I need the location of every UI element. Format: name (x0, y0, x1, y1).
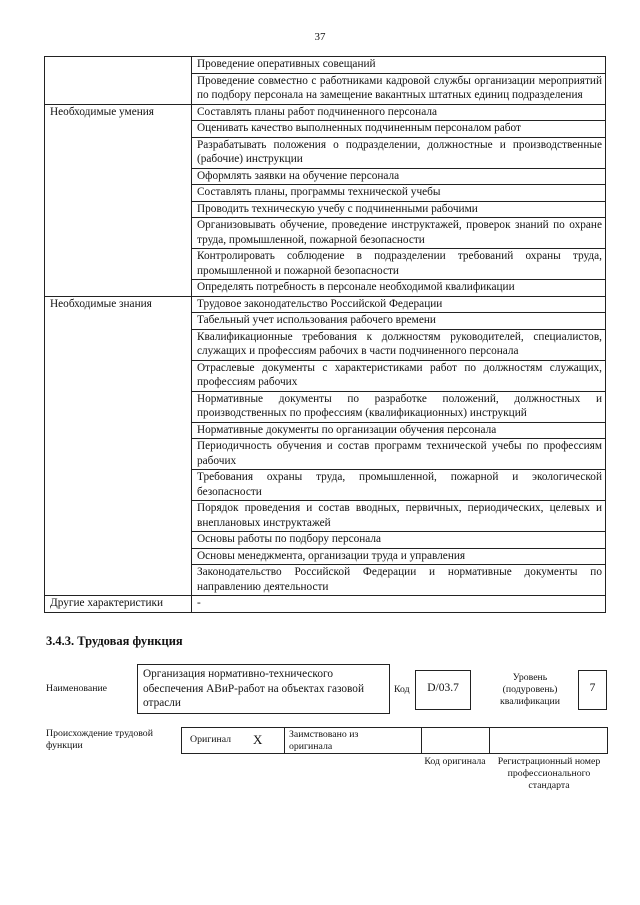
item-cell: Периодичность обучения и состав программ технической учебы по профессиям рабочих (192, 439, 606, 470)
item-cell: Проведение оперативных совещаний (192, 57, 606, 74)
item-cell: - (192, 596, 606, 613)
item-cell: Проводить техническую учебу с подчиненными рабочими (192, 201, 606, 218)
item-cell: Трудовое законодательство Российской Федерации (192, 296, 606, 313)
table-row (45, 104, 606, 121)
reg-number-label: Регистрационный номер профессионального стандарта (497, 756, 601, 791)
item-cell: Разрабатывать положения о подразделении, должностные и производственные (рабочие) инструкции (192, 137, 606, 168)
name-value: Организация нормативно-технического обеспечения АВиР-работ на объектах газовой отрасли (143, 668, 364, 709)
item-cell: Требования охраны труда, промышленной, пожарной и экологической безопасности (192, 470, 606, 501)
item-cell: Нормативные документы по организации обучения персонала (192, 422, 606, 439)
category-cell: Другие характеристики (45, 596, 192, 613)
page-number: 37 (314, 31, 326, 43)
borrowed-label: Заимствовано из оригинала (289, 729, 359, 752)
level-label: Уровень (подуровень) квалификации (499, 672, 561, 707)
original-label: Оригинал (190, 734, 232, 745)
name-label: Наименование (46, 683, 108, 694)
item-cell: Квалификационные требования к должностям руководителей, специалистов, служащих и профессиям рабочих в части подчиненного персонала (192, 329, 606, 360)
item-cell: Контролировать соблюдение в подразделении требований охраны труда, промышленной и пожарной безопасности (192, 249, 606, 280)
item-cell: Определять потребность в персонале необходимой квалификации (192, 280, 606, 297)
level-box (578, 670, 607, 710)
origin-label: Происхождение трудовой функции (46, 728, 153, 751)
item-cell: Порядок проведения и состав вводных, первичных, периодических, целевых и внеплановых инструктажей (192, 501, 606, 532)
item-cell: Нормативные документы по разработке положений, должностных и производственных по профессиям (квалификационных) инструкций (192, 391, 606, 422)
code-box (415, 670, 471, 710)
table-row (45, 57, 606, 74)
item-cell: Составлять планы работ подчиненного персонала (192, 104, 606, 121)
item-cell: Табельный учет использования рабочего времени (192, 313, 606, 330)
item-cell: Законодательство Российской Федерации и нормативные документы по направлению деятельности (192, 565, 606, 596)
category-cell: Необходимые умения (45, 104, 192, 296)
item-cell: Организовывать обучение, проведение инструктажей, проверок знаний по охране труда, промышленной, пожарной безопасности (192, 218, 606, 249)
table-row (45, 596, 606, 613)
category-cell: Необходимые знания (45, 296, 192, 596)
item-cell: Проведение совместно с работниками кадровой службы организации мероприятий по подбору персонала на замещение вакантных штатных единиц подразделения (192, 73, 606, 104)
original-mark: X (253, 732, 263, 747)
origin-box (181, 727, 608, 754)
code-original-label: Код оригинала (424, 756, 486, 767)
code-value: D/03.7 (427, 682, 459, 694)
name-box (137, 664, 390, 714)
table-row (45, 296, 606, 313)
level-value: 7 (589, 682, 596, 694)
code-label: Код (394, 684, 410, 695)
item-cell: Составлять планы, программы технической учебы (192, 185, 606, 202)
item-cell: Оценивать качество выполненных подчиненным персоналом работ (192, 121, 606, 138)
requirements-table (44, 56, 606, 613)
category-cell (45, 57, 192, 105)
item-cell: Основы менеджмента, организации труда и управления (192, 548, 606, 565)
item-cell: Оформлять заявки на обучение персонала (192, 168, 606, 185)
item-cell: Отраслевые документы с характеристиками работ по должностям служащих, профессиям рабочих (192, 360, 606, 391)
section-title: 3.4.3. Трудовая функция (46, 634, 183, 648)
item-cell: Основы работы по подбору персонала (192, 532, 606, 549)
